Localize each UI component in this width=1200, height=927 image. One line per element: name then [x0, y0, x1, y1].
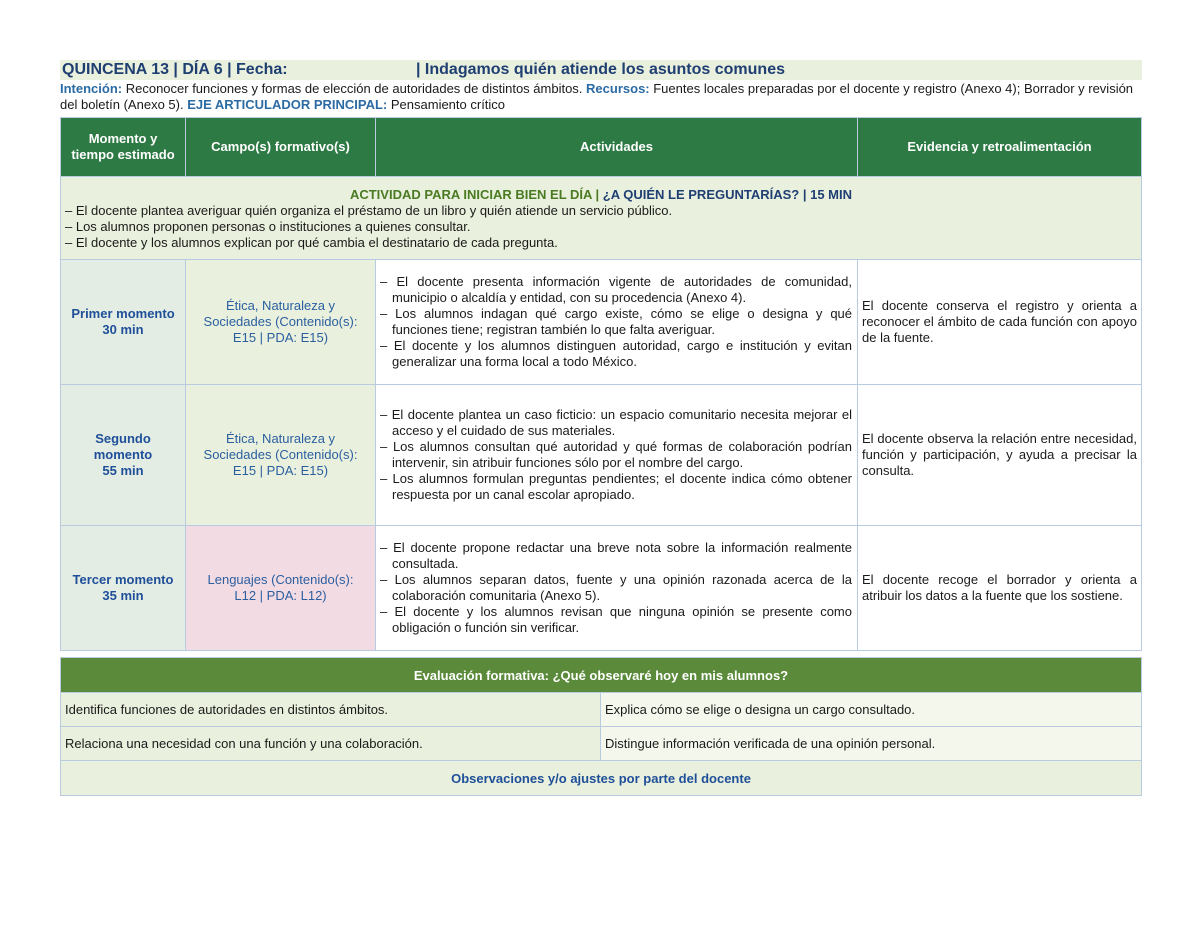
campo-cell: Lenguajes (Contenido(s): L12 | PDA: L12) [186, 526, 376, 651]
activity-item: – El docente plantea un caso ficticio: un espacio comunitario necesita mejorar el acceso y el cuidado de sus materiales. [380, 407, 852, 439]
activity-item: – El docente y los alumnos distinguen autoridad, cargo e institución y evitan generalizar una forma local a todo México. [380, 338, 852, 370]
evaluation-header-row [61, 658, 1142, 693]
activities-table [60, 117, 1142, 651]
start-item: – Los alumnos proponen personas o instituciones a quienes consultar. [65, 219, 1137, 235]
table-header-row [61, 118, 1142, 177]
evaluation-item: Identifica funciones de autoridades en distintos ámbitos. [61, 693, 601, 727]
activities-cell [376, 260, 858, 385]
title-left: QUINCENA 13 | DÍA 6 | Fecha: [62, 61, 288, 78]
intro-paragraph [60, 81, 1142, 113]
evidence-cell: El docente recoge el borrador y orienta a atribuir los datos a la fuente que los sostiene. [858, 526, 1142, 651]
start-activity-title: ACTIVIDAD PARA INICIAR BIEN EL DÍA | ¿A QUIÉN LE PREGUNTARÍAS? | 15 MIN [349, 187, 853, 202]
start-item: – El docente y los alumnos explican por qué cambia el destinatario de cada pregunta. [65, 235, 1137, 251]
evaluation-title: Evaluación formativa: ¿Qué observaré hoy en mis alumnos? [61, 658, 1142, 693]
activity-item: – El docente presenta información vigente de autoridades de comunidad, municipio o alcaldía y entidad, con su procedencia (Anexo 4). [380, 274, 852, 306]
moment-cell: Segundo momento 55 min [61, 385, 186, 526]
activity-item: – El docente y los alumnos revisan que ninguna opinión se presente como obligación o función sin verificar. [380, 604, 852, 636]
evidence-cell: El docente conserva el registro y orienta a reconocer el ámbito de cada función con apoyo de la fuente. [858, 260, 1142, 385]
activity-item: – Los alumnos separan datos, fuente y una opinión razonada acerca de la colaboración comunitaria (Anexo 5). [380, 572, 852, 604]
recursos-text: Fuentes locales preparadas por el docente y registro (Anexo 4); Borrador y revisión del boletín (Anexo 5). [60, 81, 1134, 112]
activity-item: – Los alumnos consultan qué autoridad y qué formas de colaboración podrían intervenir, sin atribuir funciones sólo por el nombre del cargo. [380, 439, 852, 471]
title-bar [60, 60, 1142, 80]
start-item: – El docente plantea averiguar quién organiza el préstamo de un libro y quién atiende un servicio público. [65, 203, 1137, 219]
start-activity-row [61, 177, 1142, 260]
activities-cell [376, 385, 858, 526]
lesson-plan-page [60, 60, 1142, 796]
evaluation-item: Distingue información verificada de una opinión personal. [601, 727, 1142, 761]
moment-cell: Primer momento 30 min [61, 260, 186, 385]
eje-label: EJE ARTICULADOR PRINCIPAL: [187, 97, 388, 112]
campo-cell: Ética, Naturaleza y Sociedades (Contenido(s): E15 | PDA: E15) [186, 385, 376, 526]
observations-title: Observaciones y/o ajustes por parte del docente [61, 761, 1142, 796]
header-evidencia: Evidencia y retroalimentación [858, 118, 1142, 177]
activities-cell [376, 526, 858, 651]
activity-item: – Los alumnos indagan qué cargo existe, cómo se elige o designa y qué funciones tiene; registran también lo que falta averiguar. [380, 306, 852, 338]
intencion-text: Reconocer funciones y formas de elección de autoridades de distintos ámbitos. [122, 81, 587, 96]
campo-cell: Ética, Naturaleza y Sociedades (Contenido(s): E15 | PDA: E15) [186, 260, 376, 385]
moment-row-3 [61, 526, 1142, 651]
recursos-label: Recursos: [586, 81, 650, 96]
title-right: | Indagamos quién atiende los asuntos comunes [416, 61, 785, 78]
evaluation-table [60, 657, 1142, 796]
header-campo: Campo(s) formativo(s) [186, 118, 376, 177]
activity-item: – El docente propone redactar una breve nota sobre la información realmente consultada. [380, 540, 852, 572]
evaluation-row [61, 727, 1142, 761]
moment-cell: Tercer momento 35 min [61, 526, 186, 651]
moment-row-2 [61, 385, 1142, 526]
evaluation-row [61, 693, 1142, 727]
evaluation-item: Explica cómo se elige o designa un cargo consultado. [601, 693, 1142, 727]
header-momento: Momento y tiempo estimado [61, 118, 186, 177]
intencion-label: Intención: [60, 81, 123, 96]
start-activity-cell [61, 177, 1142, 260]
activity-item: – Los alumnos formulan preguntas pendientes; el docente indica cómo obtener respuesta por un canal escolar apropiado. [380, 471, 852, 503]
eje-text: Pensamiento crítico [387, 97, 506, 112]
observations-row [61, 761, 1142, 796]
moment-row-1 [61, 260, 1142, 385]
start-activity-question: ¿A QUIÉN LE PREGUNTARÍAS? [602, 187, 800, 202]
evaluation-item: Relaciona una necesidad con una función y una colaboración. [61, 727, 601, 761]
header-actividades: Actividades [376, 118, 858, 177]
evidence-cell: El docente observa la relación entre necesidad, función y participación, y ayuda a precisar la consulta. [858, 385, 1142, 526]
